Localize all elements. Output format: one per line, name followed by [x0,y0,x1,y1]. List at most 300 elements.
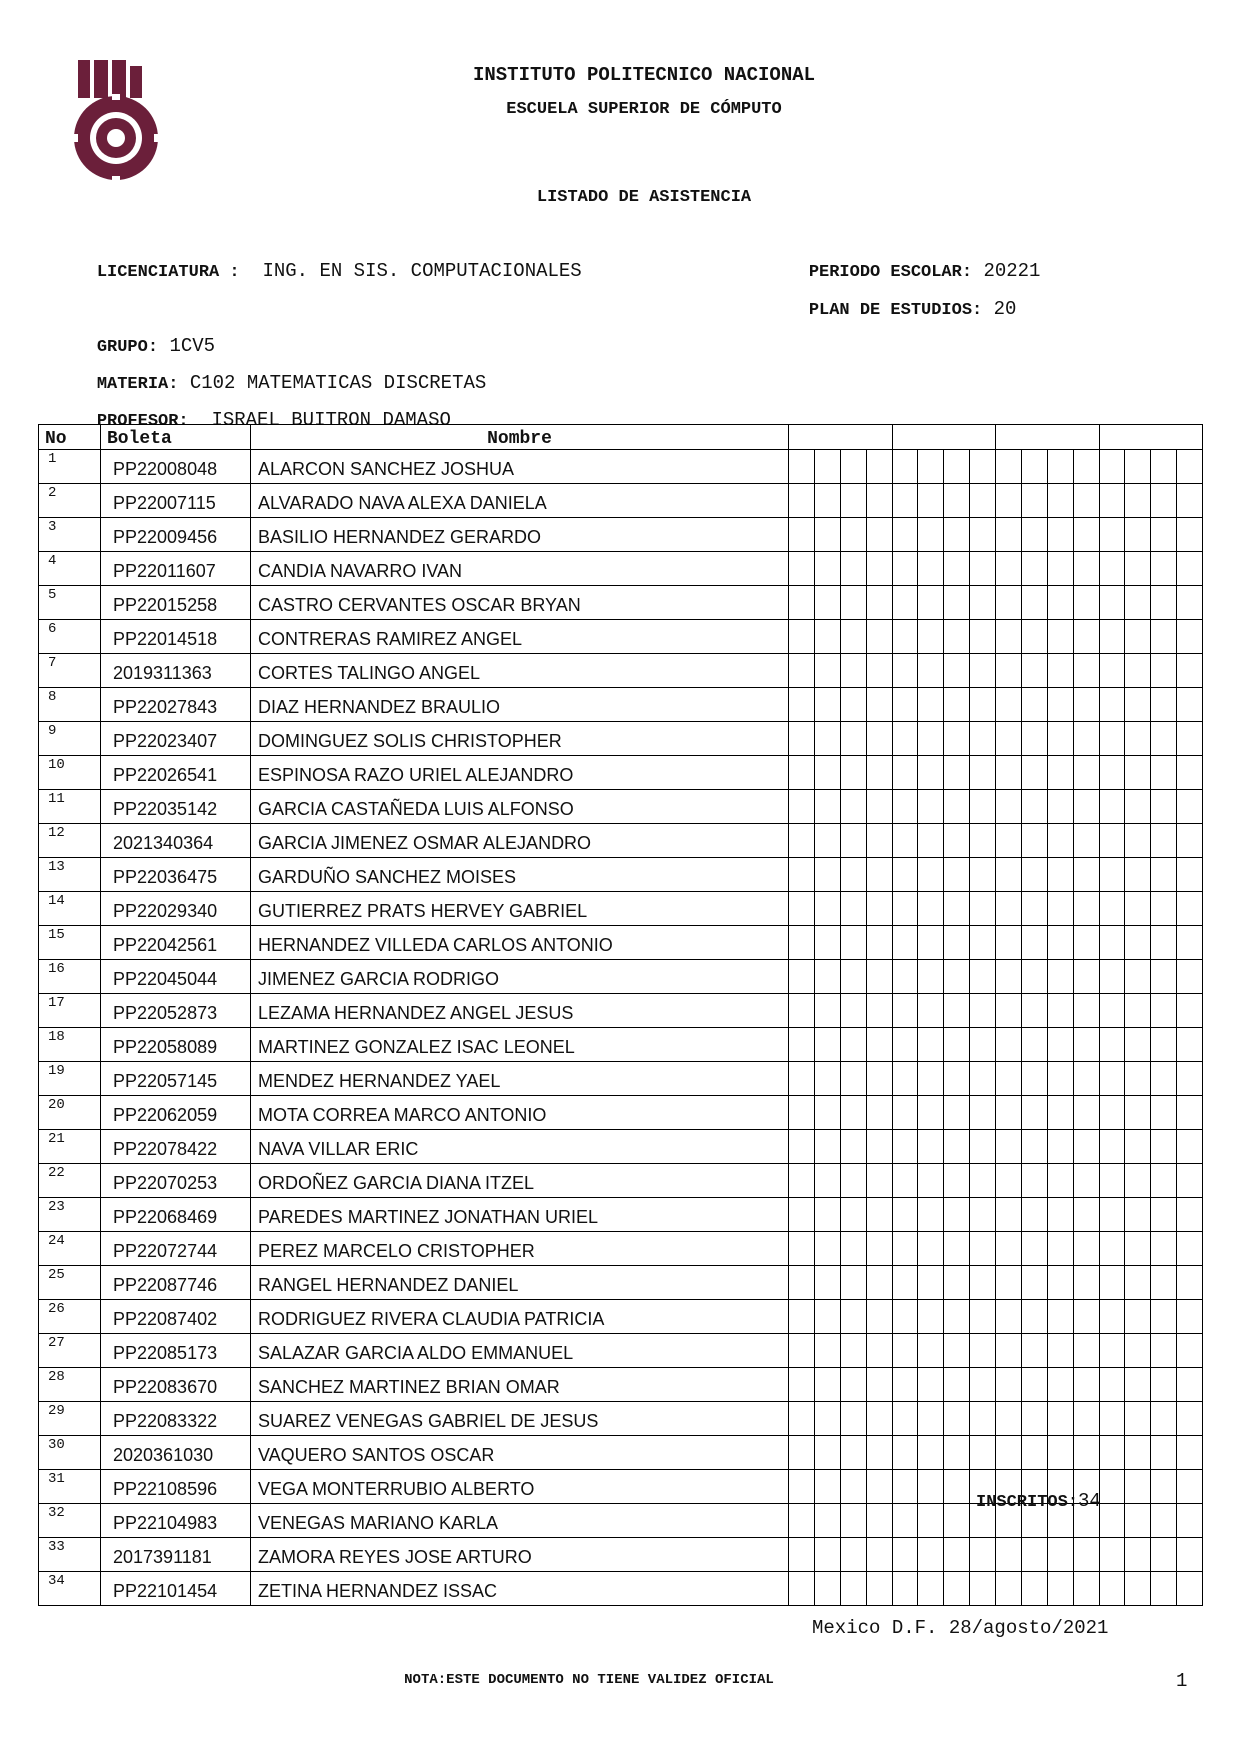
table-row [39,824,1203,858]
attendance-check-cell [814,450,840,484]
attendance-check-cell [840,552,866,586]
attendance-check-cell [892,1198,918,1232]
table-row [39,756,1203,790]
attendance-check-cell [944,1198,970,1232]
attendance-check-cell [1073,688,1099,722]
attendance-check-cell [970,1028,996,1062]
attendance-check-cell [970,960,996,994]
attendance-check-cell [944,960,970,994]
attendance-check-cell [996,926,1022,960]
table-row [39,1368,1203,1402]
attendance-check-cell [918,1300,944,1334]
attendance-check-cell [840,450,866,484]
attendance-check-cell [892,756,918,790]
attendance-check-cell [814,1028,840,1062]
attendance-check-cell [1047,1436,1073,1470]
attendance-check-cell [944,518,970,552]
student-name-cell: DIAZ HERNANDEZ BRAULIO [251,688,789,722]
attendance-check-cell [996,586,1022,620]
attendance-check-cell [840,858,866,892]
attendance-check-cell [1047,1198,1073,1232]
attendance-check-cell [970,586,996,620]
attendance-check-cell [1073,1368,1099,1402]
attendance-check-cell [1047,688,1073,722]
table-row [39,1198,1203,1232]
attendance-check-cell [944,1436,970,1470]
attendance-check-cell [866,1130,892,1164]
attendance-check-cell [1177,1368,1203,1402]
attendance-check-cell [1021,1300,1047,1334]
attendance-check-cell [1099,1402,1125,1436]
attendance-check-cell [944,926,970,960]
student-name-cell: SANCHEZ MARTINEZ BRIAN OMAR [251,1368,789,1402]
attendance-check-cell [1099,1538,1125,1572]
attendance-check-cell [1151,994,1177,1028]
table-row [39,484,1203,518]
boleta-cell: PP22101454 [101,1572,251,1606]
attendance-check-cell [918,994,944,1028]
row-number: 13 [39,858,101,892]
profesor-label: PROFESOR: [96,412,189,431]
attendance-check-cell [918,1096,944,1130]
attendance-check-cell [996,892,1022,926]
attendance-check-cell [866,552,892,586]
attendance-check-cell [1177,1062,1203,1096]
attendance-check-cell [944,1130,970,1164]
attendance-check-cell [892,1096,918,1130]
attendance-check-cell [1177,1572,1203,1606]
attendance-check-cell [789,790,815,824]
boleta-cell: PP22058089 [101,1028,251,1062]
attendance-check-cell [1177,518,1203,552]
attendance-check-cell [1151,1062,1177,1096]
attendance-check-cell [814,1504,840,1538]
attendance-check-cell [1151,1572,1177,1606]
attendance-check-cell [1177,688,1203,722]
attendance-check-cell [1177,484,1203,518]
attendance-check-cell [1073,824,1099,858]
boleta-cell: PP22085173 [101,1334,251,1368]
attendance-check-cell [1073,1436,1099,1470]
attendance-check-cell [840,1436,866,1470]
attendance-check-cell [814,654,840,688]
attendance-check-cell [892,688,918,722]
attendance-check-cell [1099,586,1125,620]
attendance-check-cell [970,1300,996,1334]
attendance-check-cell [866,1368,892,1402]
attendance-check-cell [789,688,815,722]
table-row [39,1164,1203,1198]
attendance-check-cell [1047,1402,1073,1436]
table-row [39,960,1203,994]
attendance-table-body [39,450,1203,1606]
attendance-check-cell [944,1402,970,1436]
attendance-check-cell [1021,1538,1047,1572]
student-name-cell: VAQUERO SANTOS OSCAR [251,1436,789,1470]
attendance-check-cell [1073,654,1099,688]
attendance-check-cell [944,1164,970,1198]
inscritos-label: INSCRITOS: [976,1493,1079,1512]
attendance-check-cell [866,1504,892,1538]
attendance-check-cell [1099,1572,1125,1606]
column-header-no: No [39,425,101,450]
table-row [39,1572,1203,1606]
attendance-check-cell [866,450,892,484]
attendance-check-cell [1099,1164,1125,1198]
attendance-check-cell [840,1028,866,1062]
attendance-check-cell [1125,1266,1151,1300]
attendance-check-cell [944,1232,970,1266]
attendance-check-cell [1047,586,1073,620]
attendance-check-cell [892,858,918,892]
boleta-cell: PP22083322 [101,1402,251,1436]
table-row [39,654,1203,688]
attendance-check-cell [814,824,840,858]
attendance-check-cell [814,1232,840,1266]
row-number: 2 [39,484,101,518]
attendance-check-cell [1125,1538,1151,1572]
attendance-check-cell [840,586,866,620]
attendance-check-cell [970,892,996,926]
attendance-check-cell [892,620,918,654]
attendance-check-cell [789,1266,815,1300]
boleta-cell: PP22072744 [101,1232,251,1266]
attendance-check-cell [1021,518,1047,552]
attendance-check-cell [892,1504,918,1538]
column-header-boleta: Boleta [101,425,251,450]
attendance-check-cell [970,1164,996,1198]
attendance-check-cell [892,722,918,756]
attendance-check-cell [918,926,944,960]
table-row [39,892,1203,926]
attendance-check-cell [1177,1334,1203,1368]
attendance-check-cell [789,1096,815,1130]
attendance-check-cell [1099,1062,1125,1096]
attendance-check-cell [1073,1402,1099,1436]
student-name-cell: JIMENEZ GARCIA RODRIGO [251,960,789,994]
attendance-check-cell [944,1096,970,1130]
attendance-check-cell [789,484,815,518]
row-number: 24 [39,1232,101,1266]
attendance-check-cell [1099,858,1125,892]
attendance-check-cell [866,1300,892,1334]
attendance-check-cell [814,994,840,1028]
attendance-check-cell [1177,1538,1203,1572]
attendance-check-cell [918,620,944,654]
attendance-check-cell [1177,1436,1203,1470]
attendance-check-cell [1073,1130,1099,1164]
boleta-cell: PP22062059 [101,1096,251,1130]
table-row [39,620,1203,654]
table-row [39,926,1203,960]
attendance-check-cell [789,1198,815,1232]
attendance-check-cell [866,756,892,790]
attendance-check-cell [789,1402,815,1436]
row-number: 10 [39,756,101,790]
inscritos-field [976,1490,1101,1512]
boleta-cell: PP22078422 [101,1130,251,1164]
attendance-check-cell [1177,552,1203,586]
attendance-check-cell [789,1572,815,1606]
attendance-check-cell [814,1334,840,1368]
attendance-check-cell [1151,1504,1177,1538]
boleta-cell: PP22083670 [101,1368,251,1402]
attendance-check-cell [866,926,892,960]
row-number: 30 [39,1436,101,1470]
boleta-cell: PP22035142 [101,790,251,824]
boleta-cell: PP22042561 [101,926,251,960]
attendance-check-cell [1151,1164,1177,1198]
student-name-cell: SUAREZ VENEGAS GABRIEL DE JESUS [251,1402,789,1436]
attendance-check-cell [996,1402,1022,1436]
attendance-check-cell [1073,484,1099,518]
attendance-check-cell [918,518,944,552]
grupo-label: GRUPO: [96,338,159,357]
student-name-cell: DOMINGUEZ SOLIS CHRISTOPHER [251,722,789,756]
attendance-check-cell [1021,790,1047,824]
attendance-check-cell [789,926,815,960]
attendance-check-cell [1125,1504,1151,1538]
table-row [39,1232,1203,1266]
attendance-check-cell [944,994,970,1028]
attendance-check-cell [1021,1232,1047,1266]
attendance-check-cell [1073,1538,1099,1572]
attendance-check-cell [1073,552,1099,586]
attendance-check-cell [1099,994,1125,1028]
attendance-check-cell [892,654,918,688]
attendance-check-cell [1047,484,1073,518]
attendance-check-cell [1177,756,1203,790]
attendance-check-cell [1099,892,1125,926]
attendance-check-cell [814,518,840,552]
attendance-check-cell [814,1402,840,1436]
attendance-check-cell [918,1198,944,1232]
attendance-check-cell [1047,1062,1073,1096]
attendance-check-cell [1073,1300,1099,1334]
attendance-check-cell [1047,1572,1073,1606]
attendance-check-cell [1021,1436,1047,1470]
attendance-check-cell [1099,1028,1125,1062]
attendance-check-cell [996,620,1022,654]
attendance-check-cell [866,960,892,994]
attendance-check-cell [944,1300,970,1334]
attendance-check-cell [970,1266,996,1300]
attendance-check-cell [892,1062,918,1096]
attendance-check-cell [1177,620,1203,654]
attendance-check-cell [1151,1232,1177,1266]
table-row [39,688,1203,722]
student-name-cell: RODRIGUEZ RIVERA CLAUDIA PATRICIA [251,1300,789,1334]
attendance-check-cell [1177,654,1203,688]
attendance-check-cell [970,1436,996,1470]
attendance-check-cell [996,824,1022,858]
attendance-check-cell [1099,1334,1125,1368]
table-row [39,994,1203,1028]
attendance-check-cell [1125,824,1151,858]
attendance-check-cell [970,654,996,688]
attendance-check-cell [840,994,866,1028]
attendance-check-cell [944,1334,970,1368]
attendance-check-cell [1151,960,1177,994]
student-name-cell: ALVARADO NAVA ALEXA DANIELA [251,484,789,518]
attendance-check-cell [918,1232,944,1266]
attendance-check-cell [789,1028,815,1062]
table-row [39,1266,1203,1300]
attendance-check-cell [996,688,1022,722]
student-name-cell: ORDOÑEZ GARCIA DIANA ITZEL [251,1164,789,1198]
attendance-check-cell [1099,450,1125,484]
attendance-check-cell [892,1402,918,1436]
attendance-check-cell [918,1470,944,1504]
attendance-check-cell [918,892,944,926]
student-name-cell: ZETINA HERNANDEZ ISSAC [251,1572,789,1606]
attendance-check-cell [840,1130,866,1164]
attendance-check-cell [1151,858,1177,892]
licenciatura-value: ING. EN SIS. COMPUTACIONALES [262,260,582,282]
attendance-check-cell [1177,1300,1203,1334]
attendance-check-cell [866,1062,892,1096]
attendance-check-cell [996,1368,1022,1402]
row-number: 18 [39,1028,101,1062]
attendance-check-cell [1047,1300,1073,1334]
attendance-check-cell [1047,722,1073,756]
table-row [39,790,1203,824]
attendance-check-cell [1047,858,1073,892]
attendance-check-cell [840,1470,866,1504]
boleta-cell: PP22068469 [101,1198,251,1232]
attendance-check-cell [1099,1198,1125,1232]
attendance-check-cell [1125,1334,1151,1368]
attendance-check-cell [814,1266,840,1300]
attendance-check-cell [892,1130,918,1164]
attendance-check-cell [970,484,996,518]
attendance-check-cell [1047,1538,1073,1572]
attendance-check-cell [814,1538,840,1572]
attendance-check-cell [814,1096,840,1130]
table-row [39,552,1203,586]
boleta-cell: PP22108596 [101,1470,251,1504]
attendance-check-cell [892,1436,918,1470]
attendance-check-cell [944,688,970,722]
attendance-check-cell [866,1266,892,1300]
attendance-check-cell [1151,756,1177,790]
student-name-cell: GARDUÑO SANCHEZ MOISES [251,858,789,892]
attendance-check-cell [996,994,1022,1028]
attendance-check-cell [1125,1470,1151,1504]
attendance-check-cell [1021,450,1047,484]
attendance-check-cell [1125,926,1151,960]
row-number: 27 [39,1334,101,1368]
attendance-check-cell [814,1368,840,1402]
licenciatura-label: LICENCIATURA : [96,263,240,282]
attendance-check-cell [996,790,1022,824]
attendance-check-cell [1073,722,1099,756]
attendance-check-cell [996,1096,1022,1130]
attendance-check-cell [1047,518,1073,552]
attendance-check-cell [970,1232,996,1266]
attendance-check-cell [1073,892,1099,926]
boleta-cell: PP22009456 [101,518,251,552]
attendance-check-cell [1099,960,1125,994]
row-number: 31 [39,1470,101,1504]
student-name-cell: GARCIA JIMENEZ OSMAR ALEJANDRO [251,824,789,858]
attendance-check-cell [1125,586,1151,620]
attendance-check-cell [970,756,996,790]
attendance-check-cell [1125,620,1151,654]
row-number: 14 [39,892,101,926]
row-number: 15 [39,926,101,960]
attendance-check-cell [866,1538,892,1572]
attendance-check-cell [1021,552,1047,586]
student-name-cell: VENEGAS MARIANO KARLA [251,1504,789,1538]
attendance-check-cell [789,960,815,994]
attendance-check-cell [840,960,866,994]
attendance-check-cell [970,1198,996,1232]
boleta-cell: PP22008048 [101,450,251,484]
attendance-check-cell [918,1334,944,1368]
attendance-check-cell [840,756,866,790]
attendance-check-cell [1177,450,1203,484]
row-number: 8 [39,688,101,722]
attendance-check-cell [1125,756,1151,790]
attendance-check-cell [814,1572,840,1606]
table-row [39,858,1203,892]
attendance-check-cell [866,1402,892,1436]
table-row [39,1130,1203,1164]
attendance-check-cell [1125,484,1151,518]
plan-value: 20 [993,298,1017,320]
table-header-row [39,425,1203,450]
table-row [39,1436,1203,1470]
attendance-check-cell [892,926,918,960]
attendance-check-cell [996,552,1022,586]
boleta-cell: PP22023407 [101,722,251,756]
student-name-cell: PAREDES MARTINEZ JONATHAN URIEL [251,1198,789,1232]
attendance-check-cell [892,824,918,858]
attendance-check-cell [996,756,1022,790]
attendance-check-cell [918,1368,944,1402]
attendance-check-cell [1073,1334,1099,1368]
attendance-check-cell [944,858,970,892]
attendance-check-cell [866,790,892,824]
attendance-check-cell [840,1538,866,1572]
attendance-check-cell [1047,790,1073,824]
attendance-check-cell [1177,1266,1203,1300]
attendance-check-cell [1177,790,1203,824]
attendance-check-cell [866,994,892,1028]
attendance-check-cell [840,1300,866,1334]
attendance-check-cell [1099,552,1125,586]
attendance-check-cell [1125,790,1151,824]
attendance-check-cell [944,790,970,824]
attendance-check-cell [840,620,866,654]
attendance-check-cell [918,790,944,824]
attendance-check-cell [1151,1470,1177,1504]
attendance-check-cell [944,450,970,484]
attendance-check-cell [814,484,840,518]
attendance-check-cell [1177,1470,1203,1504]
boleta-cell: PP22087746 [101,1266,251,1300]
table-row [39,518,1203,552]
attendance-check-cell [918,1402,944,1436]
attendance-check-cell [840,1572,866,1606]
page-number: 1 [1176,1670,1188,1692]
attendance-check-cell [814,586,840,620]
attendance-check-cell [996,1062,1022,1096]
attendance-check-cell [1125,654,1151,688]
attendance-check-cell [1047,1334,1073,1368]
column-header-week-4 [1099,425,1203,450]
